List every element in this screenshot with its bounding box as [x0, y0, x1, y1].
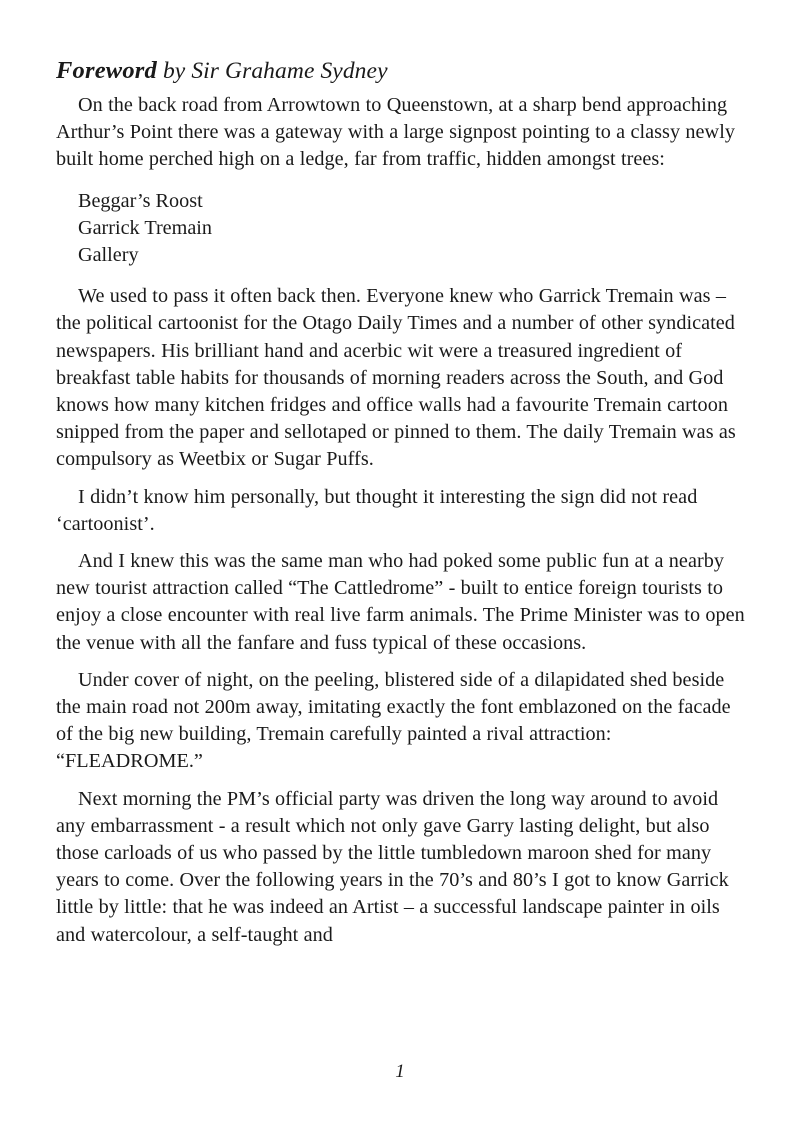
signpost-line: Gallery: [78, 244, 139, 267]
paragraph-6: Next morning the PM’s official party was driven the long way around to avoid any embarrassment - a result which not only gave Garry lasting delight, but also those carloads of us who passed by the little tumbledown maroon shed for many years to come. Over the following years in the 70’s and 80’s I got to know Garrick little by little: that he was indeed an Artist – a successful landscape painter in oils and watercolour, a self-taught and: [56, 787, 729, 946]
chapter-title-word: Foreword: [56, 57, 157, 84]
paragraph-2: We used to pass it often back then. Everyone knew who Garrick Tremain was – the political cartoonist for the Otago Daily Times and a number of other syndicated newspapers. His brilliant hand and acerbic wit were a treasured ingredient of breakfast table habits for thousands of morning readers across the South, and God knows how many kitchen fridges and office walls had a favourite Tremain cartoon snipped from the paper and sellotaped or pinned to them. The daily Tremain was as compulsory as Weetbix or Sugar Puffs.: [56, 285, 736, 471]
page-content: [56, 56, 746, 949]
signpost-line: Garrick Tremain: [78, 216, 212, 239]
page-title: [56, 56, 746, 86]
paragraph-5: Under cover of night, on the peeling, blistered side of a dilapidated shed beside the main road not 200m away, imitating exactly the font emblazoned on the facade of the big new building, Tremain carefully painted a rival attraction: “FLEADROME.”: [56, 668, 731, 773]
signpost-block: [56, 188, 746, 270]
signpost-line: Beggar’s Roost: [78, 189, 203, 212]
page-number: 1: [395, 1061, 405, 1082]
paragraph-3: I didn’t know him personally, but thought it interesting the sign did not read ‘cartoonist’.: [56, 485, 698, 535]
paragraph-4: And I knew this was the same man who had poked some public fun at a nearby new tourist attraction called “The Cattledrome” - built to entice foreign tourists to enjoy a close encounter with real live farm animals. The Prime Minister was to open the venue with all the fanfare and fuss typical of these occasions.: [56, 550, 745, 654]
paragraph-1: On the back road from Arrowtown to Queenstown, at a sharp bend approaching Arthur’s Point there was a gateway with a large signpost pointing to a classy newly built home perched high on a ledge, far from traffic, hidden amongst trees:: [56, 94, 735, 171]
chapter-byline: by Sir Grahame Sydney: [156, 58, 388, 84]
